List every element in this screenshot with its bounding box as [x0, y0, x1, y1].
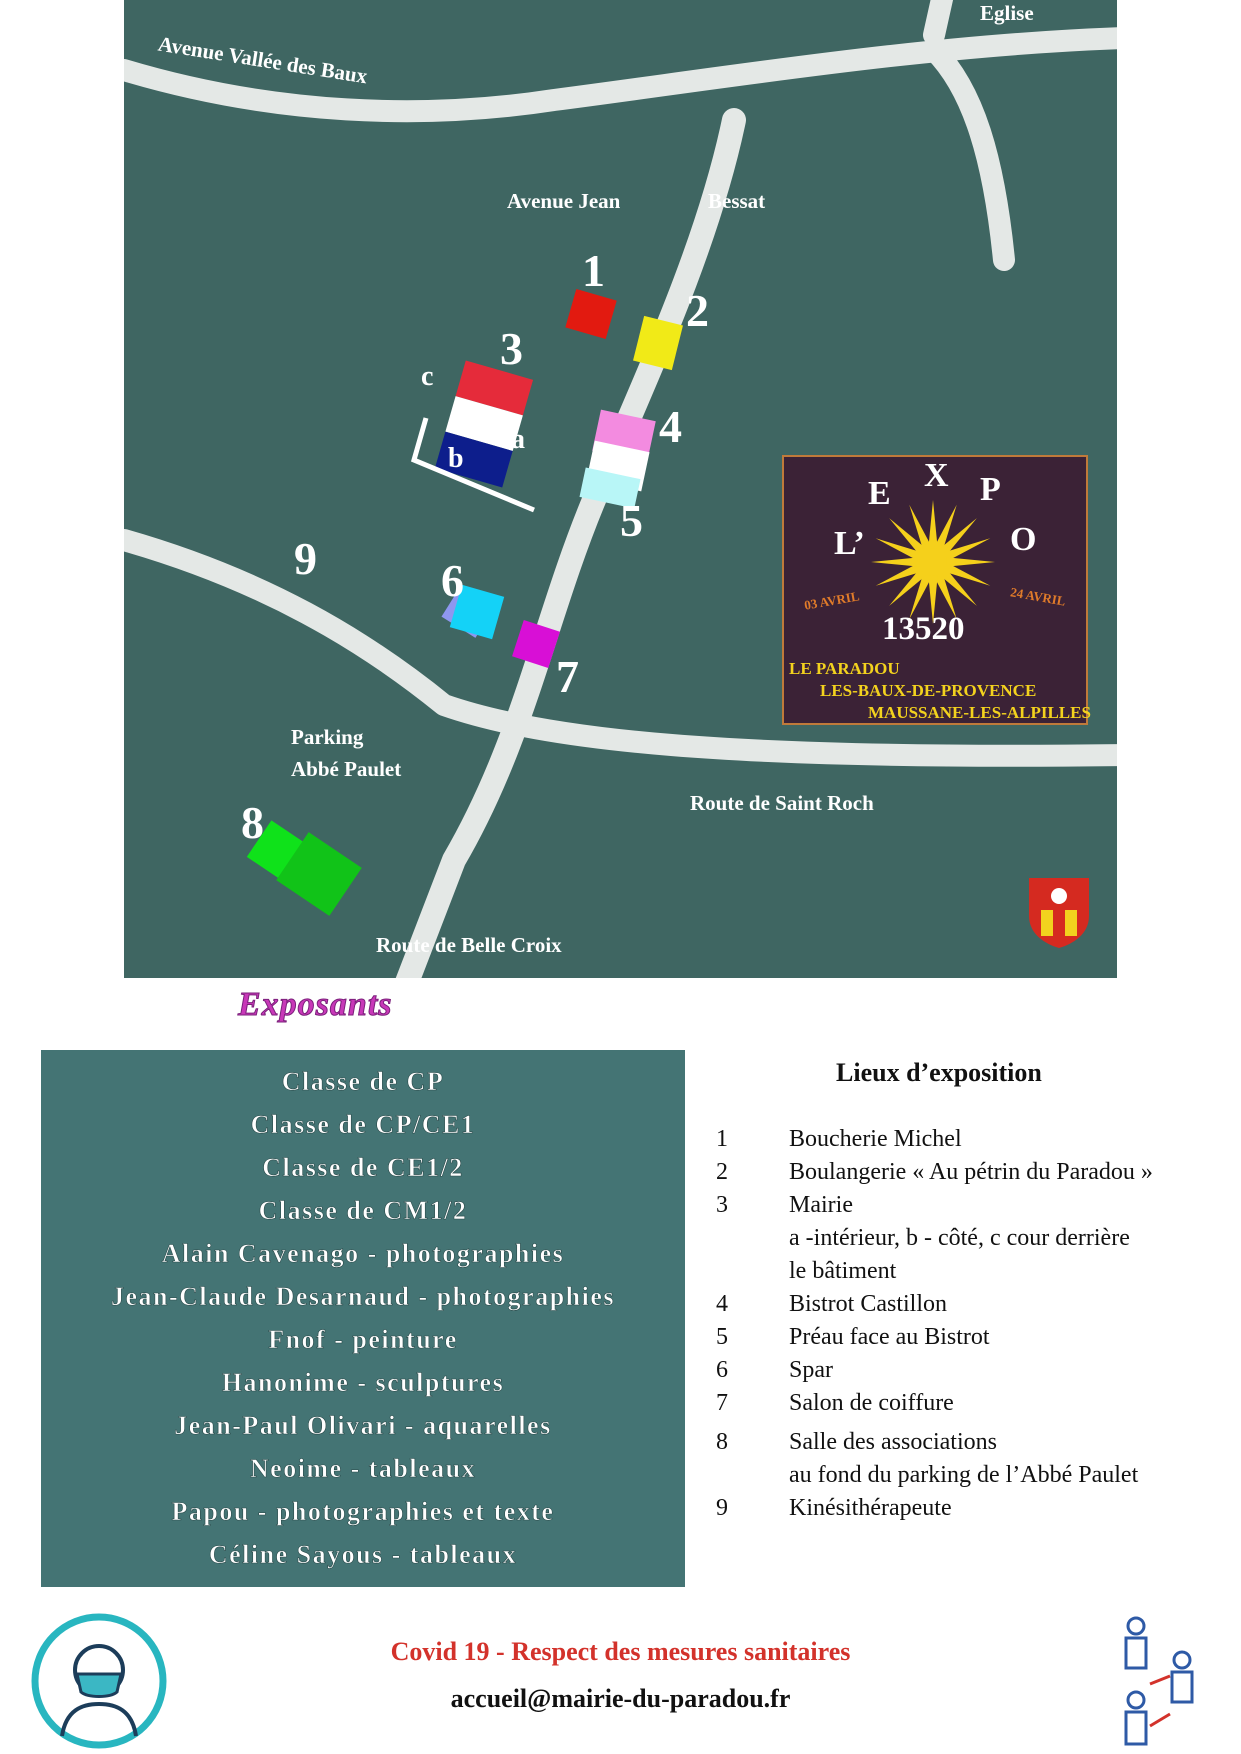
lieu-number: 7 — [716, 1390, 728, 1416]
contact-email[interactable]: accueil@mairie-du-paradou.fr — [450, 1684, 791, 1713]
lieu-text: le bâtiment — [789, 1258, 897, 1284]
expo-date-start: 03 AVRIL — [803, 588, 861, 613]
lieu-row — [716, 1258, 1236, 1291]
lieu-text: Bistrot Castillon — [789, 1291, 948, 1317]
number-1: 1 — [582, 245, 605, 296]
exposant-item: Classe de CP/CE1 — [250, 1110, 476, 1139]
exposant-item: Classe de CP — [281, 1067, 445, 1096]
number-9: 9 — [294, 533, 317, 584]
exposant-item: Classe de CE1/2 — [262, 1153, 464, 1182]
mairie-bracket — [404, 410, 574, 520]
street-eglise: Eglise — [980, 1, 1034, 25]
number-7: 7 — [556, 651, 579, 702]
lieux-title: Lieux d’exposition — [836, 1058, 1042, 1087]
lieu-text: au fond du parking de l’Abbé Paulet — [789, 1462, 1139, 1488]
street-bessat: Bessat — [708, 189, 766, 213]
street-belle-croix: Route de Belle Croix — [376, 933, 562, 957]
number-2: 2 — [686, 285, 709, 336]
number-6: 6 — [441, 555, 464, 606]
lieu-row — [716, 1126, 1236, 1159]
lieu-text: Boucherie Michel — [789, 1126, 962, 1152]
street-avenue-jean: Avenue Jean — [507, 189, 621, 213]
lieu-row — [716, 1159, 1236, 1192]
exposants-list — [41, 1050, 685, 1576]
lieu-row — [716, 1357, 1236, 1390]
expo-letter-x: X — [924, 457, 949, 494]
lieu-text: Salle des associations — [789, 1429, 997, 1455]
exposants-title: Exposants — [238, 986, 393, 1023]
covid-notice: Covid 19 - Respect des mesures sanitaires — [390, 1637, 851, 1666]
exposants-panel — [41, 1050, 685, 1587]
number-3: 3 — [500, 323, 523, 374]
expo-letter-p: P — [980, 471, 1001, 508]
lieux-list — [716, 1126, 1236, 1528]
street-saint-roch: Route de Saint Roch — [690, 791, 874, 815]
sun-icon — [868, 497, 998, 627]
street-vallee-des-baux: Avenue Vallée des Baux — [156, 31, 370, 89]
exposant-item: Fnof - peinture — [268, 1325, 458, 1354]
letter-a: a — [511, 424, 525, 455]
road-jean-bessat — [404, 120, 734, 978]
lieu-text: Spar — [789, 1357, 833, 1383]
lieu-row — [716, 1462, 1236, 1495]
exposant-item: Hanonime - sculptures — [221, 1368, 505, 1397]
lieu-row — [716, 1291, 1236, 1324]
parking-label-line1: Parking — [291, 725, 364, 749]
lieu-row — [716, 1495, 1236, 1528]
lieu-number: 2 — [716, 1159, 728, 1185]
face-mask-icon — [30, 1612, 168, 1750]
lieu-number: 9 — [716, 1495, 728, 1521]
lieu-row — [716, 1390, 1236, 1429]
road-eglise-north — [934, 0, 944, 35]
paradou-crest-icon — [1027, 876, 1091, 948]
exposant-item: Céline Sayous - tableaux — [208, 1540, 518, 1569]
exposant-item: Neoime - tableaux — [249, 1454, 477, 1483]
lieu-row — [716, 1429, 1236, 1462]
parking-label-line2: Abbé Paulet — [291, 757, 402, 781]
expo-postcode: 13520 — [882, 611, 965, 647]
number-5: 5 — [620, 495, 643, 546]
lieu-row — [716, 1324, 1236, 1357]
lieu-text: Boulangerie « Au pétrin du Paradou » — [789, 1159, 1153, 1185]
expo-town-2: LES-BAUX-DE-PROVENCE — [820, 681, 1037, 700]
lieu-text: Préau face au Bistrot — [789, 1324, 990, 1350]
letter-b: b — [448, 443, 464, 474]
exposant-item: Alain Cavenago - photographies — [161, 1239, 565, 1268]
expo-town-3: MAUSSANE-LES-ALPILLES — [868, 703, 1091, 722]
lieu-number: 3 — [716, 1192, 728, 1218]
lieu-text: Mairie — [789, 1192, 853, 1218]
lieu-number: 6 — [716, 1357, 728, 1383]
lieu-text: a -intérieur, b - côté, c cour derrière — [789, 1225, 1130, 1251]
exposant-item: Classe de CM1/2 — [258, 1196, 468, 1225]
lieu-text: Kinésithérapeute — [789, 1495, 952, 1521]
number-4: 4 — [659, 401, 682, 452]
exposant-item: Jean-Claude Desarnaud - photographies — [110, 1282, 616, 1311]
social-distancing-icon — [1120, 1614, 1200, 1754]
lieu-row — [716, 1225, 1236, 1258]
lieu-text: Salon de coiffure — [789, 1390, 954, 1416]
expo-letter-l: L’ — [834, 525, 865, 562]
lieu-number: 4 — [716, 1291, 728, 1317]
letter-c: c — [421, 361, 434, 392]
expo-date-end: 24 AVRIL — [1009, 584, 1067, 609]
lieu-number: 5 — [716, 1324, 728, 1350]
lieu-number: 1 — [716, 1126, 728, 1152]
lieu-row — [716, 1192, 1236, 1225]
exposant-item: Jean-Paul Olivari - aquarelles — [174, 1411, 552, 1440]
number-8: 8 — [241, 797, 264, 848]
exposant-item: Papou - photographies et texte — [171, 1497, 555, 1526]
expo-letter-e: E — [868, 475, 891, 512]
expo-letter-o: O — [1010, 521, 1037, 558]
road-east-branch — [934, 50, 1004, 260]
map — [124, 0, 1117, 978]
lieu-number: 8 — [716, 1429, 728, 1455]
expo-logo — [782, 455, 1091, 725]
expo-town-1: LE PARADOU — [789, 659, 900, 678]
